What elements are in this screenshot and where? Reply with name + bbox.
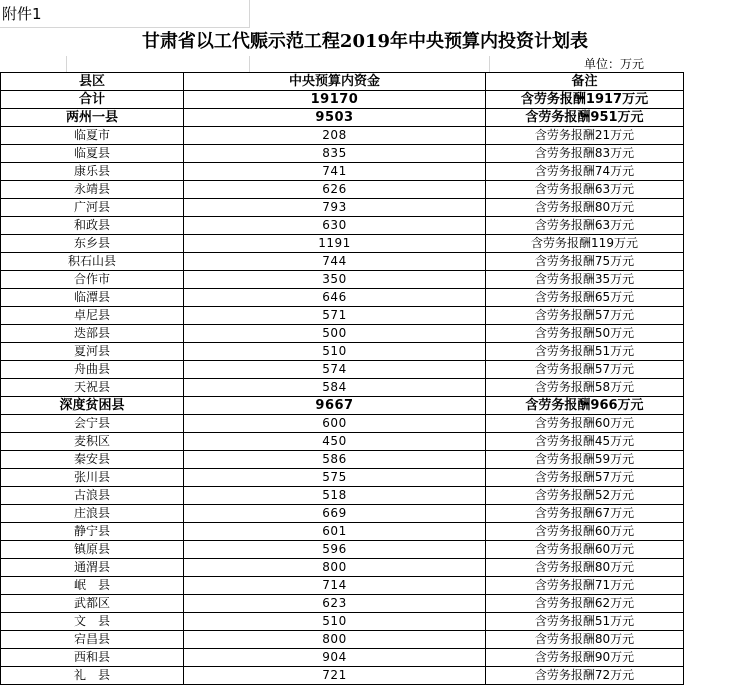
table-row bbox=[1, 181, 684, 199]
note-cell: 含劳务报酬63万元 bbox=[486, 217, 684, 235]
table-row bbox=[1, 667, 684, 685]
table-row bbox=[1, 307, 684, 325]
amount-cell: 9667 bbox=[184, 397, 486, 415]
county-cell: 康乐县 bbox=[1, 163, 184, 181]
note-cell: 含劳务报酬21万元 bbox=[486, 127, 684, 145]
note-cell: 含劳务报酬63万元 bbox=[486, 181, 684, 199]
table-row bbox=[1, 199, 684, 217]
amount-cell: 793 bbox=[184, 199, 486, 217]
grid-cell bbox=[0, 56, 67, 72]
amount-cell: 586 bbox=[184, 451, 486, 469]
note-cell: 含劳务报酬51万元 bbox=[486, 613, 684, 631]
amount-cell: 800 bbox=[184, 631, 486, 649]
county-cell: 宕昌县 bbox=[1, 631, 184, 649]
county-cell: 两州一县 bbox=[1, 109, 184, 127]
header-county: 县区 bbox=[1, 73, 184, 91]
note-cell: 含劳务报酬35万元 bbox=[486, 271, 684, 289]
county-cell: 静宁县 bbox=[1, 523, 184, 541]
amount-cell: 800 bbox=[184, 559, 486, 577]
amount-cell: 571 bbox=[184, 307, 486, 325]
amount-cell: 584 bbox=[184, 379, 486, 397]
table-row bbox=[1, 523, 684, 541]
note-cell: 含劳务报酬74万元 bbox=[486, 163, 684, 181]
note-cell: 含劳务报酬60万元 bbox=[486, 415, 684, 433]
unit-row bbox=[0, 56, 730, 72]
grid-cell bbox=[250, 56, 490, 72]
county-cell: 迭部县 bbox=[1, 325, 184, 343]
amount-cell: 600 bbox=[184, 415, 486, 433]
amount-cell: 19170 bbox=[184, 91, 486, 109]
table-row bbox=[1, 397, 684, 415]
county-cell: 合作市 bbox=[1, 271, 184, 289]
amount-cell: 1191 bbox=[184, 235, 486, 253]
amount-cell: 721 bbox=[184, 667, 486, 685]
county-cell: 古浪县 bbox=[1, 487, 184, 505]
table-row bbox=[1, 235, 684, 253]
county-cell: 麦积区 bbox=[1, 433, 184, 451]
note-cell: 含劳务报酬62万元 bbox=[486, 595, 684, 613]
county-cell: 和政县 bbox=[1, 217, 184, 235]
table-row bbox=[1, 325, 684, 343]
county-cell: 天祝县 bbox=[1, 379, 184, 397]
note-cell: 含劳务报酬90万元 bbox=[486, 649, 684, 667]
investment-table bbox=[0, 72, 684, 685]
note-cell: 含劳务报酬57万元 bbox=[486, 307, 684, 325]
note-cell: 含劳务报酬52万元 bbox=[486, 487, 684, 505]
note-cell: 含劳务报酬57万元 bbox=[486, 469, 684, 487]
unit-label: 单位：万元 bbox=[583, 57, 644, 71]
note-cell: 含劳务报酬60万元 bbox=[486, 523, 684, 541]
note-cell: 含劳务报酬966万元 bbox=[486, 397, 684, 415]
amount-cell: 714 bbox=[184, 577, 486, 595]
county-cell: 会宁县 bbox=[1, 415, 184, 433]
attachment-label: 附件1 bbox=[0, 0, 250, 28]
county-cell: 武都区 bbox=[1, 595, 184, 613]
table-row bbox=[1, 253, 684, 271]
amount-cell: 646 bbox=[184, 289, 486, 307]
amount-cell: 518 bbox=[184, 487, 486, 505]
amount-cell: 450 bbox=[184, 433, 486, 451]
table-row bbox=[1, 91, 684, 109]
note-cell: 含劳务报酬57万元 bbox=[486, 361, 684, 379]
note-cell: 含劳务报酬50万元 bbox=[486, 325, 684, 343]
county-cell: 镇原县 bbox=[1, 541, 184, 559]
note-cell: 含劳务报酬65万元 bbox=[486, 289, 684, 307]
table-row bbox=[1, 505, 684, 523]
county-cell: 积石山县 bbox=[1, 253, 184, 271]
note-cell: 含劳务报酬45万元 bbox=[486, 433, 684, 451]
county-cell: 西和县 bbox=[1, 649, 184, 667]
note-cell: 含劳务报酬80万元 bbox=[486, 199, 684, 217]
table-row bbox=[1, 127, 684, 145]
table-header-row bbox=[1, 73, 684, 91]
county-cell: 临夏县 bbox=[1, 145, 184, 163]
table-row bbox=[1, 631, 684, 649]
table-row bbox=[1, 451, 684, 469]
note-cell: 含劳务报酬59万元 bbox=[486, 451, 684, 469]
table-row bbox=[1, 163, 684, 181]
amount-cell: 500 bbox=[184, 325, 486, 343]
header-amount: 中央预算内资金 bbox=[184, 73, 486, 91]
county-cell: 通渭县 bbox=[1, 559, 184, 577]
table-row bbox=[1, 289, 684, 307]
county-cell: 临夏市 bbox=[1, 127, 184, 145]
table-body bbox=[1, 91, 684, 685]
table-row bbox=[1, 145, 684, 163]
header-note: 备注 bbox=[486, 73, 684, 91]
amount-cell: 630 bbox=[184, 217, 486, 235]
table-row bbox=[1, 271, 684, 289]
table-row bbox=[1, 613, 684, 631]
note-cell: 含劳务报酬75万元 bbox=[486, 253, 684, 271]
county-cell: 东乡县 bbox=[1, 235, 184, 253]
note-cell: 含劳务报酬67万元 bbox=[486, 505, 684, 523]
county-cell: 文 县 bbox=[1, 613, 184, 631]
amount-cell: 904 bbox=[184, 649, 486, 667]
table-row bbox=[1, 343, 684, 361]
table-row bbox=[1, 109, 684, 127]
amount-cell: 510 bbox=[184, 613, 486, 631]
table-row bbox=[1, 361, 684, 379]
table-row bbox=[1, 469, 684, 487]
note-cell: 含劳务报酬83万元 bbox=[486, 145, 684, 163]
table-row bbox=[1, 541, 684, 559]
note-cell: 含劳务报酬51万元 bbox=[486, 343, 684, 361]
county-cell: 礼 县 bbox=[1, 667, 184, 685]
table-row bbox=[1, 577, 684, 595]
amount-cell: 669 bbox=[184, 505, 486, 523]
note-cell: 含劳务报酬71万元 bbox=[486, 577, 684, 595]
amount-cell: 350 bbox=[184, 271, 486, 289]
table-row bbox=[1, 649, 684, 667]
county-cell: 秦安县 bbox=[1, 451, 184, 469]
amount-cell: 574 bbox=[184, 361, 486, 379]
county-cell: 广河县 bbox=[1, 199, 184, 217]
county-cell: 卓尼县 bbox=[1, 307, 184, 325]
amount-cell: 744 bbox=[184, 253, 486, 271]
amount-cell: 208 bbox=[184, 127, 486, 145]
table-row bbox=[1, 559, 684, 577]
note-cell: 含劳务报酬119万元 bbox=[486, 235, 684, 253]
note-cell: 含劳务报酬60万元 bbox=[486, 541, 684, 559]
table-row bbox=[1, 379, 684, 397]
note-cell: 含劳务报酬72万元 bbox=[486, 667, 684, 685]
table-row bbox=[1, 487, 684, 505]
county-cell: 临潭县 bbox=[1, 289, 184, 307]
amount-cell: 601 bbox=[184, 523, 486, 541]
note-cell: 含劳务报酬80万元 bbox=[486, 631, 684, 649]
county-cell: 庄浪县 bbox=[1, 505, 184, 523]
page-title: 甘肃省以工代赈示范工程2019年中央预算内投资计划表 bbox=[141, 31, 589, 52]
county-cell: 舟曲县 bbox=[1, 361, 184, 379]
county-cell: 张川县 bbox=[1, 469, 184, 487]
county-cell: 深度贫困县 bbox=[1, 397, 184, 415]
amount-cell: 9503 bbox=[184, 109, 486, 127]
amount-cell: 741 bbox=[184, 163, 486, 181]
note-cell: 含劳务报酬80万元 bbox=[486, 559, 684, 577]
grid-cell bbox=[67, 56, 250, 72]
amount-cell: 626 bbox=[184, 181, 486, 199]
table-row bbox=[1, 433, 684, 451]
amount-cell: 596 bbox=[184, 541, 486, 559]
county-cell: 夏河县 bbox=[1, 343, 184, 361]
county-cell: 永靖县 bbox=[1, 181, 184, 199]
county-cell: 合计 bbox=[1, 91, 184, 109]
note-cell: 含劳务报酬1917万元 bbox=[486, 91, 684, 109]
note-cell: 含劳务报酬951万元 bbox=[486, 109, 684, 127]
table-row bbox=[1, 595, 684, 613]
note-cell: 含劳务报酬58万元 bbox=[486, 379, 684, 397]
amount-cell: 623 bbox=[184, 595, 486, 613]
amount-cell: 835 bbox=[184, 145, 486, 163]
table-row bbox=[1, 415, 684, 433]
county-cell: 岷 县 bbox=[1, 577, 184, 595]
amount-cell: 510 bbox=[184, 343, 486, 361]
table-row bbox=[1, 217, 684, 235]
amount-cell: 575 bbox=[184, 469, 486, 487]
